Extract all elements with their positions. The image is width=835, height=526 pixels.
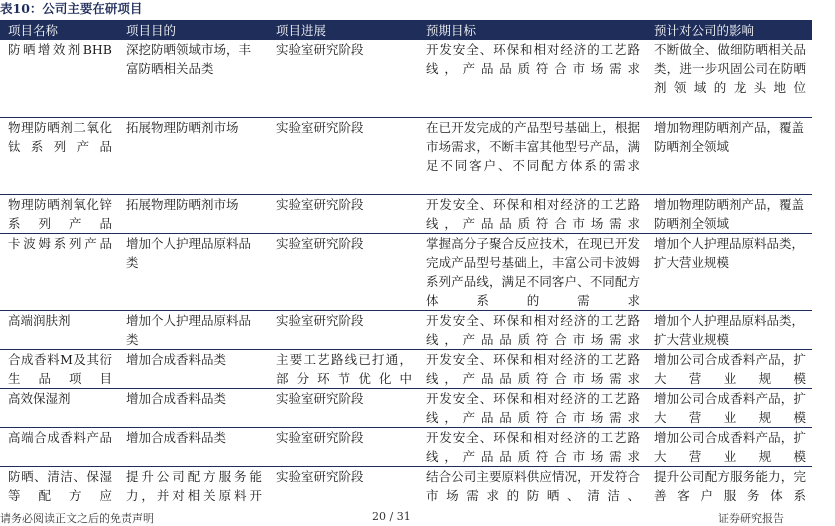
page-footer: [0, 508, 835, 525]
cell-expected-impact: 增加物理防晒剂产品，覆盖防晒剂全领域: [646, 195, 812, 234]
header-project-name: 项目名称: [0, 20, 118, 40]
cell-project-name: 高端合成香料产品: [0, 428, 118, 467]
cell-expected-impact: 增加公司合成香料产品，扩大营业规模: [646, 428, 812, 467]
cell-project-progress: 实验室研究阶段: [268, 195, 418, 234]
cell-project-name: 卡波姆系列产品: [0, 234, 118, 311]
table-header-row: [0, 20, 812, 40]
cell-project-name: 物理防晒剂二氧化钛系列产品: [0, 118, 118, 195]
cell-project-name: 高端润肤剂: [0, 311, 118, 350]
cell-expected-goal: 开发安全、环保和相对经济的工艺路线，产品品质符合市场需求: [418, 195, 646, 234]
cell-project-progress: 实验室研究阶段: [268, 234, 418, 311]
cell-project-name: 合成香料M及其衍生品项目: [0, 350, 118, 389]
cell-expected-goal: 开发安全、环保和相对经济的工艺路线，产品品质符合市场需求: [418, 40, 646, 118]
cell-expected-goal: 开发安全、环保和相对经济的工艺路线，产品品质符合市场需求: [418, 389, 646, 428]
cell-project-name: 防晒、清洁、保湿等配方应: [8, 469, 112, 503]
table-row: [0, 40, 812, 118]
cell-expected-goal: 开发安全、环保和相对经济的工艺路线，产品品质符合市场需求: [418, 428, 646, 467]
cell-project-name: 物理防晒剂氧化锌系列产品: [0, 195, 118, 234]
cell-project-purpose: 增加合成香料品类: [118, 350, 268, 389]
cell-project-name: 高效保湿剂: [0, 389, 118, 428]
cell-expected-goal: 掌握高分子聚合反应技术，在现已开发完成产品型号基础上，丰富公司卡波姆系列产品线，满足不同客户、不同配方体系的需求: [418, 234, 646, 311]
cell-project-purpose: 拓展物理防晒剂市场: [118, 118, 268, 195]
table-row: [0, 428, 812, 467]
cell-expected-impact: 提升公司配方服务能力，完善客户服务体系: [654, 469, 806, 503]
cell-expected-goal: 在已开发完成的产品型号基础上，根据市场需求，不断丰富其他型号产品，满足不同客户、不同配方体系的需求: [418, 118, 646, 195]
cell-project-purpose: 提升公司配方服务能力，并对相关原料开: [126, 469, 262, 503]
header-project-purpose: 项目目的: [118, 20, 268, 40]
cell-project-progress: 实验室研究阶段: [268, 40, 418, 118]
header-expected-goal: 预期目标: [418, 20, 646, 40]
cell-project-purpose: 增加合成香料品类: [118, 428, 268, 467]
cell-project-progress: 主要工艺路线已打通，部分环节优化中: [268, 350, 418, 389]
cell-project-name: 防晒增效剂BHB: [0, 40, 118, 118]
table-row: [0, 195, 812, 234]
cell-expected-impact: 增加公司合成香料产品，扩大营业规模: [646, 350, 812, 389]
cell-project-purpose: 增加合成香料品类: [118, 389, 268, 428]
cell-expected-impact: 增加个人护理品原料品类，扩大营业规模: [646, 311, 812, 350]
cell-expected-impact: 增加公司合成香料产品，扩大营业规模: [646, 389, 812, 428]
cell-expected-goal: 结合公司主要原料供应情况，开发符合市场需求的防晒、清洁、: [426, 469, 640, 503]
cell-project-progress: 实验室研究阶段: [276, 469, 364, 484]
table-row: [0, 350, 812, 389]
cell-expected-impact: 不断做全、做细防晒相关品类，进一步巩固公司在防晒剂领域的龙头地位: [646, 40, 812, 118]
cell-project-purpose: 增加个人护理品原料品类: [118, 311, 268, 350]
header-expected-impact: 预计对公司的影响: [646, 20, 812, 40]
cell-expected-impact: 增加个人护理品原料品类，扩大营业规模: [646, 234, 812, 311]
table-row: [0, 311, 812, 350]
cell-project-progress: 实验室研究阶段: [268, 311, 418, 350]
table-row: [0, 467, 812, 506]
table-title: 表10：公司主要在研项目: [0, 1, 143, 16]
footer-disclaimer: 请务必阅读正文之后的免责声明: [0, 512, 154, 525]
cell-expected-goal: 开发安全、环保和相对经济的工艺路线，产品品质符合市场需求: [418, 311, 646, 350]
cell-project-purpose: 深挖防晒领域市场，丰富防晒相关品类: [118, 40, 268, 118]
table-row: [0, 234, 812, 311]
cell-expected-impact: 增加物理防晒剂产品，覆盖防晒剂全领域: [646, 118, 812, 195]
footer-page-number: 20 / 31: [372, 510, 411, 523]
header-project-progress: 项目进展: [268, 20, 418, 40]
table-row: [0, 389, 812, 428]
table-row: [0, 118, 812, 195]
cell-project-progress: 实验室研究阶段: [268, 389, 418, 428]
cell-project-progress: 实验室研究阶段: [268, 428, 418, 467]
cell-expected-goal: 开发安全、环保和相对经济的工艺路线，产品品质符合市场需求: [418, 350, 646, 389]
cell-project-purpose: 拓展物理防晒剂市场: [118, 195, 268, 234]
cell-project-progress: 实验室研究阶段: [268, 118, 418, 195]
research-projects-table: [0, 20, 812, 505]
footer-report-label: 证券研究报告: [718, 512, 784, 525]
cell-project-purpose: 增加个人护理品原料品类: [118, 234, 268, 311]
